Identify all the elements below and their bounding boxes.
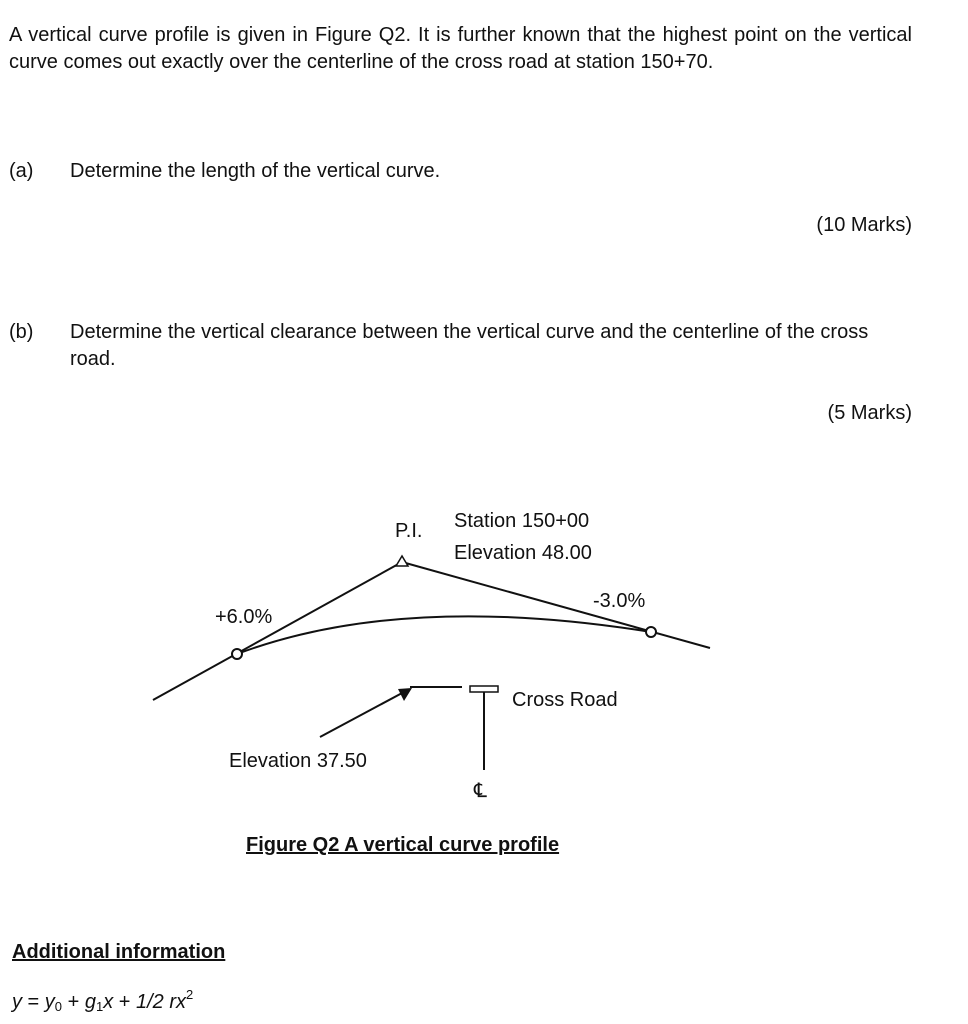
part-a-label: (a) xyxy=(9,160,34,182)
pi-marker xyxy=(396,556,408,566)
part-b-marks: (5 Marks) xyxy=(827,402,912,424)
vertical-curve xyxy=(237,616,651,654)
formula-r: r xyxy=(169,991,177,1013)
formula-x: x xyxy=(103,991,114,1013)
elevation-arrow-line xyxy=(320,692,404,737)
additional-info-title: Additional information xyxy=(12,941,226,963)
formula-x-squared: x xyxy=(176,991,187,1013)
formula-x-sup: 2 xyxy=(186,987,194,1002)
bvc-point xyxy=(232,649,242,659)
grade-in-label: +6.0% xyxy=(215,606,273,628)
cross-road-elevation-label: Elevation 37.50 xyxy=(229,750,367,772)
pi-station-label: Station 150+00 xyxy=(454,510,590,532)
figure-caption: Figure Q2 A vertical curve profile xyxy=(246,834,560,856)
grade-out-label: -3.0% xyxy=(593,590,646,612)
formula-y0: y xyxy=(44,991,55,1013)
formula-g1: g xyxy=(84,991,96,1013)
formula-y0-sub: 0 xyxy=(54,999,63,1014)
centerline-symbol: ℄ xyxy=(474,780,487,802)
formula-g1-sub: 1 xyxy=(95,999,104,1014)
curve-formula xyxy=(12,981,193,1020)
pi-label: P.I. xyxy=(395,520,423,542)
cross-road-label: Cross Road xyxy=(512,689,618,711)
part-a-marks: (10 Marks) xyxy=(816,214,912,236)
cross-road-marker xyxy=(470,686,498,692)
part-b-text: Determine the vertical clearance between the vertical curve and the centerline of the cross road. xyxy=(70,321,869,370)
formula-y: y xyxy=(12,991,22,1013)
vertical-curve-figure xyxy=(0,490,968,830)
evc-point xyxy=(646,627,656,637)
question-intro: A vertical curve profile is given in Figure Q2. It is further known that the highest point on the vertical curve comes out exactly over the centerline of the cross road at station 150+70. xyxy=(9,24,912,73)
part-a-text: Determine the length of the vertical curve. xyxy=(70,160,441,182)
formula-equals: = xyxy=(22,991,45,1013)
formula-plus-1: + xyxy=(62,991,85,1013)
pi-elevation-label: Elevation 48.00 xyxy=(454,542,592,564)
outgoing-grade-line xyxy=(402,562,710,648)
part-b-label: (b) xyxy=(9,321,34,343)
formula-plus-2: + xyxy=(113,991,136,1013)
incoming-grade-line xyxy=(153,562,402,700)
formula-half: 1/2 xyxy=(135,991,170,1013)
